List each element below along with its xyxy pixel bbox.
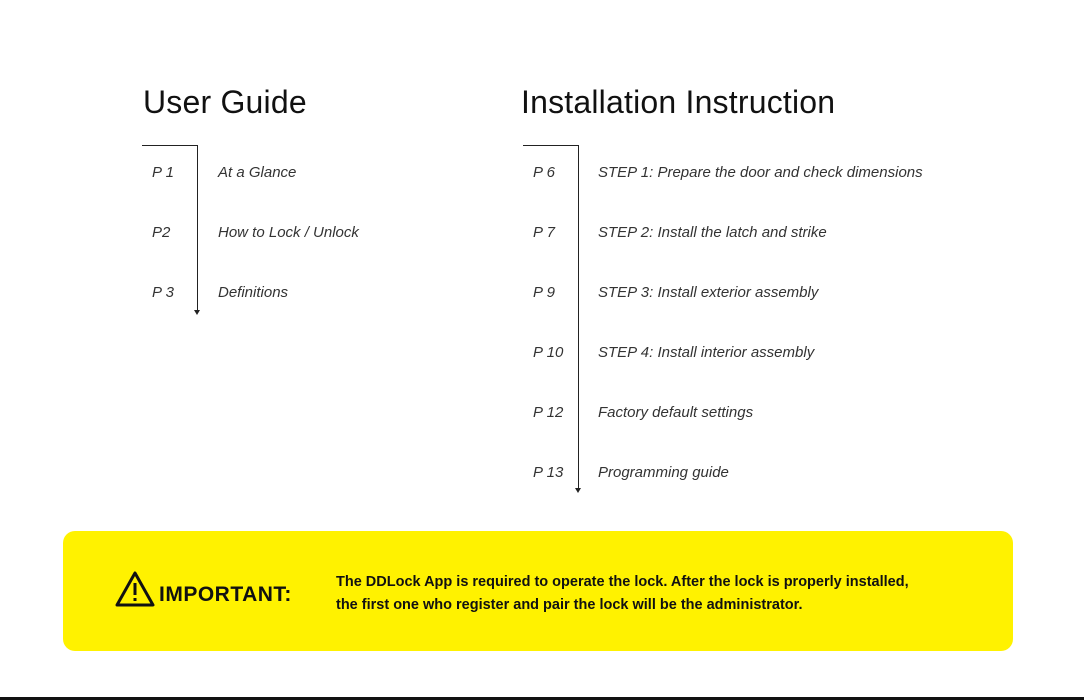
page-ref: P 6 (533, 164, 555, 181)
toc-entry[interactable] (142, 224, 522, 244)
entry-label: Programming guide (598, 464, 729, 481)
installation-title: Installation Instruction (521, 84, 836, 120)
toc-entry[interactable] (523, 344, 983, 364)
toc-entry[interactable] (523, 284, 983, 304)
page-ref: P 12 (533, 404, 564, 421)
entry-label: STEP 2: Install the latch and strike (598, 224, 827, 241)
warning-triangle-icon (115, 571, 155, 607)
important-label: IMPORTANT: (159, 583, 292, 606)
entry-label: How to Lock / Unlock (218, 224, 359, 241)
page-ref: P2 (152, 224, 171, 241)
user-guide-title: User Guide (143, 84, 307, 120)
entry-label: Factory default settings (598, 404, 754, 421)
page-ref: P 1 (152, 164, 174, 181)
toc-entry[interactable] (523, 404, 983, 424)
arrow-down-icon (575, 488, 581, 493)
page-ref: P 7 (533, 224, 555, 241)
bracket-vertical-line (578, 145, 579, 489)
toc-entry[interactable] (523, 464, 983, 484)
toc-entry[interactable] (142, 164, 522, 184)
page-ref: P 13 (533, 464, 564, 481)
notice-line: the first one who register and pair the lock will be the administrator. (336, 597, 803, 613)
page-ref: P 3 (152, 284, 174, 301)
arrow-down-icon (194, 310, 200, 315)
entry-label: STEP 4: Install interior assembly (598, 344, 815, 361)
page-ref: P 9 (533, 284, 555, 301)
toc-entry[interactable] (523, 164, 983, 184)
bracket-top-line (142, 145, 198, 146)
entry-label: At a Glance (218, 164, 297, 181)
entry-label: STEP 1: Prepare the door and check dimensions (598, 164, 923, 181)
bracket-top-line (523, 145, 579, 146)
user-guide-toc (142, 145, 522, 316)
entry-label: STEP 3: Install exterior assembly (598, 284, 819, 301)
important-notice (63, 531, 1013, 651)
notice-text (336, 571, 996, 617)
installation-toc (523, 145, 983, 495)
page-ref: P 10 (533, 344, 564, 361)
toc-entry[interactable] (142, 284, 522, 304)
notice-line: The DDLock App is required to operate the lock. After the lock is properly installed, (336, 574, 909, 590)
entry-label: Definitions (218, 284, 289, 301)
toc-entry[interactable] (523, 224, 983, 244)
